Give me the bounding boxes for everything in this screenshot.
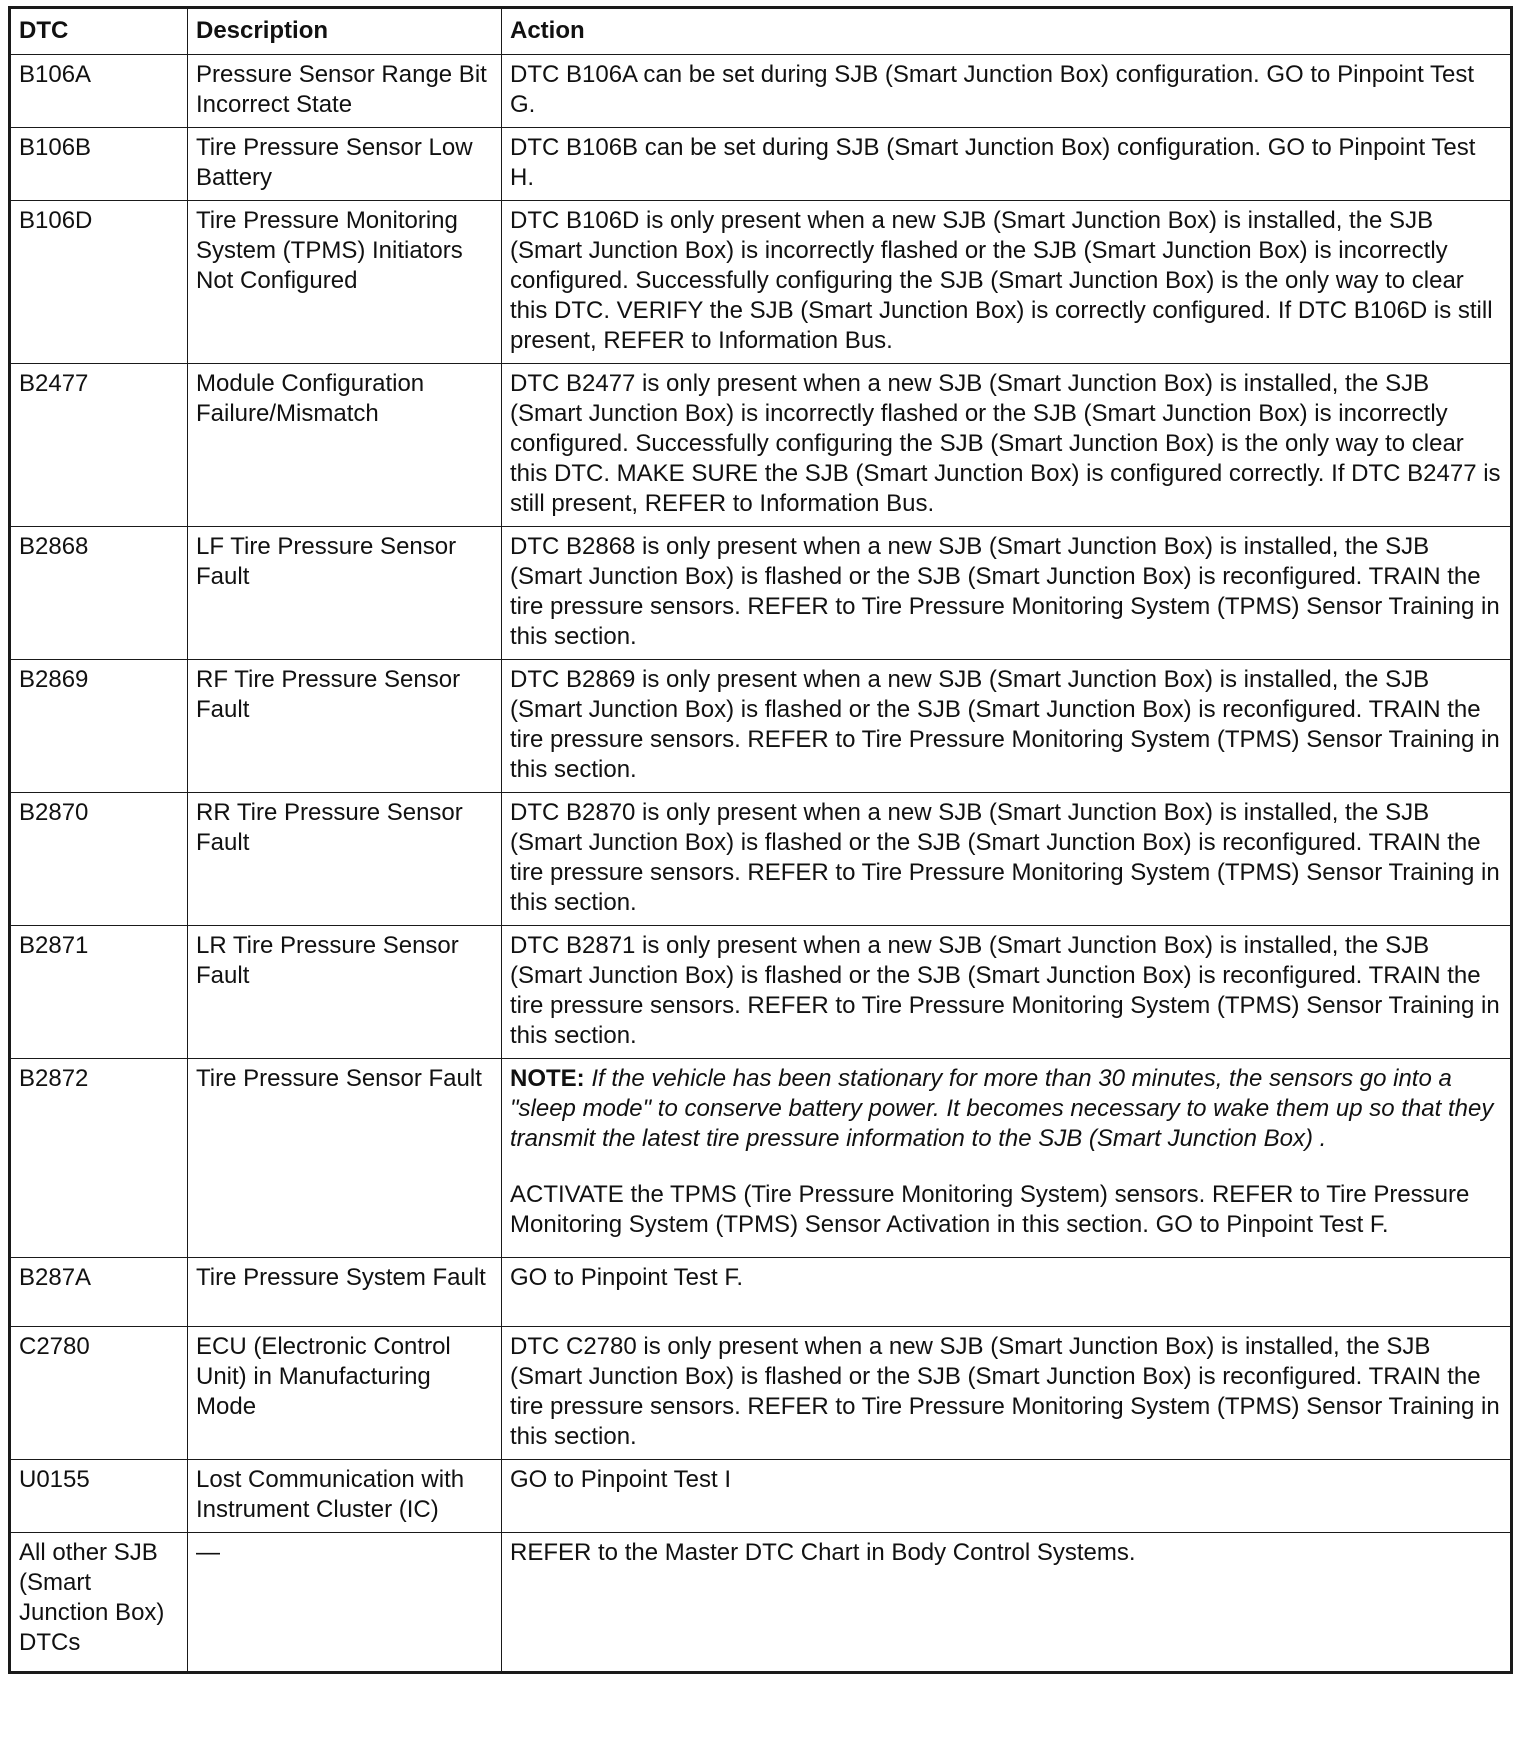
action-cell: DTC B106D is only present when a new SJB (Smart Junction Box) is installed, the SJB (Smart Junction Box) is incorrectly flashed or the SJB (Smart Junction Box) is incorrectly configured. Successfully configuring the SJB (Smart Junction Box) is the only way to clear this DTC. VERIFY the SJB (Smart Junction Box) is correctly configured. If DTC B106D is still present, REFER to Information Bus. (502, 201, 1512, 364)
description-cell: LR Tire Pressure Sensor Fault (188, 926, 502, 1059)
action-cell: GO to Pinpoint Test F. (502, 1258, 1512, 1327)
dtc-code-cell: B2869 (10, 660, 188, 793)
dtc-code-cell: B106D (10, 201, 188, 364)
table-row (10, 1460, 1512, 1533)
description-cell: Tire Pressure Sensor Low Battery (188, 128, 502, 201)
dtc-code-cell: U0155 (10, 1460, 188, 1533)
dtc-code-cell: B2870 (10, 793, 188, 926)
table-row (10, 55, 1512, 128)
description-cell: RF Tire Pressure Sensor Fault (188, 660, 502, 793)
description-cell: Tire Pressure Monitoring System (TPMS) Initiators Not Configured (188, 201, 502, 364)
dtc-code-cell: B106B (10, 128, 188, 201)
action-cell: DTC B2477 is only present when a new SJB (Smart Junction Box) is installed, the SJB (Smart Junction Box) is incorrectly flashed or the SJB (Smart Junction Box) is incorrectly configured. Successfully configuring the SJB (Smart Junction Box) is the only way to clear this DTC. MAKE SURE the SJB (Smart Junction Box) is configured correctly. If DTC B2477 is still present, REFER to Information Bus. (502, 364, 1512, 527)
action-cell (502, 1059, 1512, 1258)
note-text: If the vehicle has been stationary for more than 30 minutes, the sensors go into a "sleep mode" to conserve battery power. It becomes necessary to wake them up so that they transmit the latest tire pressure information to the SJB (Smart Junction Box) . (510, 1065, 1494, 1152)
table-row (10, 364, 1512, 527)
table-row (10, 201, 1512, 364)
dtc-code-cell: C2780 (10, 1327, 188, 1460)
description-cell: Tire Pressure Sensor Fault (188, 1059, 502, 1258)
table-row (10, 1258, 1512, 1327)
description-cell: LF Tire Pressure Sensor Fault (188, 527, 502, 660)
action-cell: GO to Pinpoint Test I (502, 1460, 1512, 1533)
action-cell: DTC B2871 is only present when a new SJB (Smart Junction Box) is installed, the SJB (Smart Junction Box) is flashed or the SJB (Smart Junction Box) is reconfigured. TRAIN the tire pressure sensors. REFER to Tire Pressure Monitoring System (TPMS) Sensor Training in this section. (502, 926, 1512, 1059)
dtc-code-cell: B2477 (10, 364, 188, 527)
action-cell: REFER to the Master DTC Chart in Body Control Systems. (502, 1533, 1512, 1673)
dtc-code-cell: B2872 (10, 1059, 188, 1258)
description-cell: ECU (Electronic Control Unit) in Manufacturing Mode (188, 1327, 502, 1460)
description-cell: Module Configuration Failure/Mismatch (188, 364, 502, 527)
table-row (10, 660, 1512, 793)
note-block (510, 1064, 1501, 1154)
table-row (10, 128, 1512, 201)
description-cell: Lost Communication with Instrument Cluster (IC) (188, 1460, 502, 1533)
table-row (10, 926, 1512, 1059)
column-header-description: Description (188, 8, 502, 55)
dtc-code-cell: B287A (10, 1258, 188, 1327)
table-row (10, 1533, 1512, 1673)
dtc-table (8, 6, 1513, 1674)
action-cell: DTC B2870 is only present when a new SJB (Smart Junction Box) is installed, the SJB (Smart Junction Box) is flashed or the SJB (Smart Junction Box) is reconfigured. TRAIN the tire pressure sensors. REFER to Tire Pressure Monitoring System (TPMS) Sensor Training in this section. (502, 793, 1512, 926)
table-header-row (10, 8, 1512, 55)
dtc-code-cell: B2868 (10, 527, 188, 660)
table-row (10, 1327, 1512, 1460)
table-row (10, 527, 1512, 660)
dtc-code-cell: All other SJB (Smart Junction Box) DTCs (10, 1533, 188, 1673)
action-text: ACTIVATE the TPMS (Tire Pressure Monitoring System) sensors. REFER to Tire Pressure Monitoring System (TPMS) Sensor Activation in this section. GO to Pinpoint Test F. (510, 1181, 1470, 1238)
column-header-dtc: DTC (10, 8, 188, 55)
column-header-action: Action (502, 8, 1512, 55)
description-cell: Tire Pressure System Fault (188, 1258, 502, 1327)
description-cell: Pressure Sensor Range Bit Incorrect State (188, 55, 502, 128)
dtc-code-cell: B2871 (10, 926, 188, 1059)
action-cell: DTC C2780 is only present when a new SJB (Smart Junction Box) is installed, the SJB (Smart Junction Box) is flashed or the SJB (Smart Junction Box) is reconfigured. TRAIN the tire pressure sensors. REFER to Tire Pressure Monitoring System (TPMS) Sensor Training in this section. (502, 1327, 1512, 1460)
action-cell: DTC B106A can be set during SJB (Smart Junction Box) configuration. GO to Pinpoint Test G. (502, 55, 1512, 128)
note-label: NOTE: (510, 1065, 585, 1092)
dtc-code-cell: B106A (10, 55, 188, 128)
action-cell: DTC B2869 is only present when a new SJB (Smart Junction Box) is installed, the SJB (Smart Junction Box) is flashed or the SJB (Smart Junction Box) is reconfigured. TRAIN the tire pressure sensors. REFER to Tire Pressure Monitoring System (TPMS) Sensor Training in this section. (502, 660, 1512, 793)
table-row (10, 1059, 1512, 1258)
action-cell: DTC B2868 is only present when a new SJB (Smart Junction Box) is installed, the SJB (Smart Junction Box) is flashed or the SJB (Smart Junction Box) is reconfigured. TRAIN the tire pressure sensors. REFER to Tire Pressure Monitoring System (TPMS) Sensor Training in this section. (502, 527, 1512, 660)
table-row (10, 793, 1512, 926)
description-cell: RR Tire Pressure Sensor Fault (188, 793, 502, 926)
description-cell: — (188, 1533, 502, 1673)
action-cell: DTC B106B can be set during SJB (Smart Junction Box) configuration. GO to Pinpoint Test H. (502, 128, 1512, 201)
